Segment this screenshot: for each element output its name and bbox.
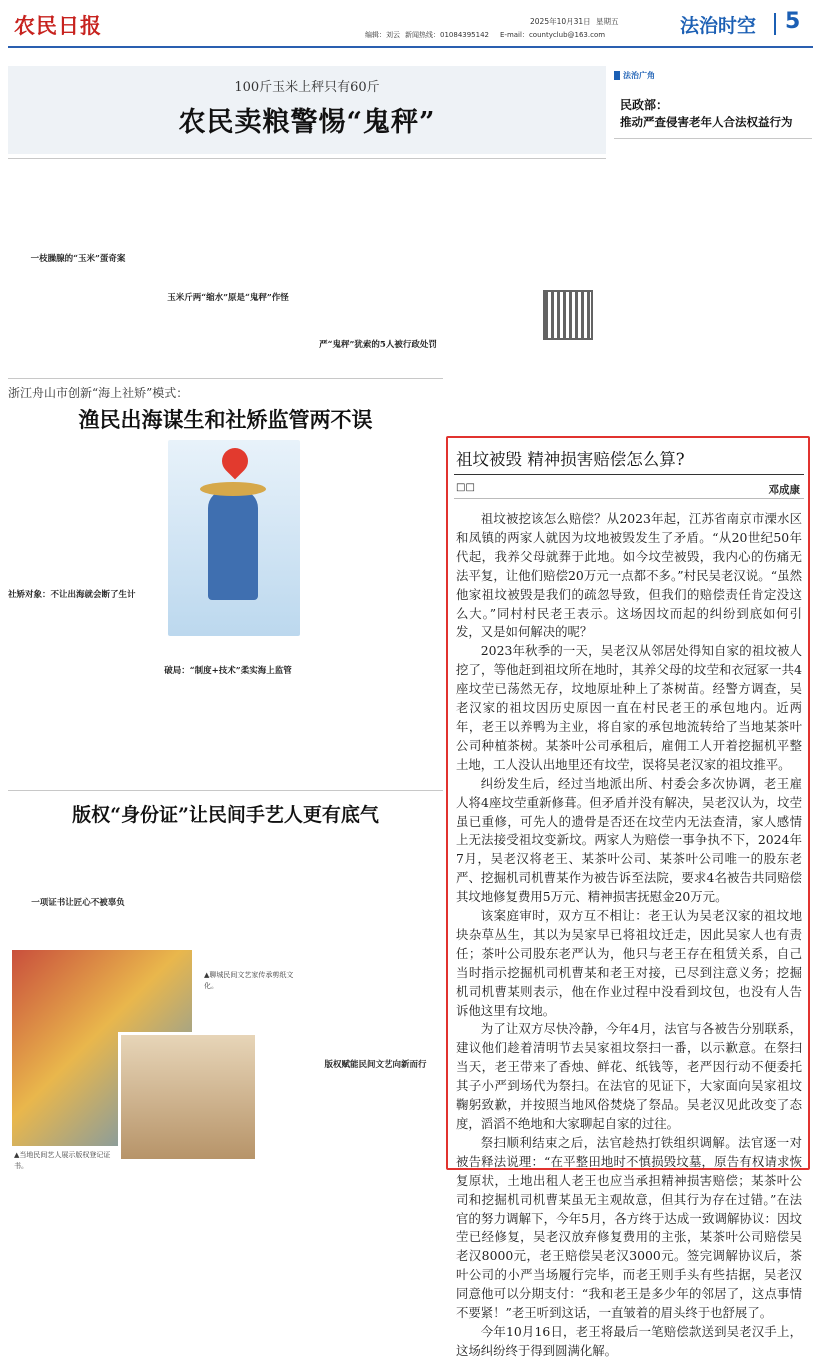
- header-email: E-mail：countyclub@163.com: [500, 31, 606, 39]
- top-story-title: 农民卖粮警惕“鬼秤”: [178, 107, 436, 138]
- top-story-subhead-1: 一枝臊腺的“玉米”蛋奇案: [30, 254, 126, 264]
- copyright-subhead-2: 版权赋能民间文艺向新而行: [324, 1060, 427, 1070]
- side-tag-marker: [614, 71, 620, 80]
- top-story-col-2: [158, 166, 298, 366]
- fisherman-hat: [200, 482, 266, 496]
- top-story-col-3: [308, 166, 448, 366]
- header-rule: [8, 46, 813, 48]
- top-story-kicker: 100斤玉米上秤只有60斤: [234, 80, 380, 95]
- side-rule: [614, 138, 812, 139]
- top-story-subhead-2: 玉米斤两“缩水”原是“鬼秤”作怪: [167, 293, 289, 303]
- copyright-title: 版权“身份证”让民间手艺人更有底气: [72, 804, 379, 826]
- certificate-photo: [118, 1032, 258, 1162]
- header-editor: 编辑：刘云: [365, 31, 400, 39]
- feature-paragraph-4: 该案庭审时，双方互不相让：老王认为吴老汉家的祖坟地块杂草丛生，其以为吴家早已将祖坟迁走，因此吴家人也有责任；茶叶公司股东老严认为，他只与老王存在租赁关系，自己当时指示挖掘机司机曹某和老王对接，已尽到注意义务；挖掘机司机曹某则表示，他在作业过程中没看到坟包，也没有人告诉他这里有坟地。: [456, 908, 802, 1018]
- side-subtitle: 推动严查侵害老年人合法权益行为: [620, 115, 793, 129]
- feature-title: 祖坟被毁 精神损害赔偿怎么算?: [456, 450, 685, 469]
- side-title: 民政部：: [620, 98, 669, 112]
- page-number: 5: [785, 9, 801, 34]
- feature-paragraph-5: 为了让双方尽快冷静，今年4月，法官与各被告分别联系，建议他们趁着清明节去吴家祖坟祭扫一番，以示歉意。在祭扫当天，老王带来了香烛、鲜花、纸钱等，老严因行动不便委托其子小严到场代为祭扫。在法官的见证下，大家面向吴家祖坟鞠躬致歉，并按照当地风俗焚烧了祭品。吴老汉见此改变了态度，滔滔不绝地和大家聊起自家的过往。: [456, 1021, 802, 1131]
- header-hotline: 新闻热线：01084395142: [405, 31, 489, 39]
- feature-paragraph-2: 2023年秋季的一天，吴老汉从邻居处得知自家的祖坟被人挖了，等他赶到祖坟所在地时，其养父母的坟茔和衣冠冢一共4座坟茔已荡然无存，坟地原址种上了茶树苗。经警方调查，吴老汉家的祖坟因历史原因一直在村民老王的承包地内。近两年，老王以养鸭为主业，将自家的承包地流转给了当地某茶叶公司种植茶树。某茶叶公司承租后，雇佣工人开着挖掘机平整土地，工人没认出地里还有坟茔，误将吴老汉家的祖坟推平。: [456, 643, 802, 772]
- section-title: 法治时空: [680, 15, 757, 37]
- certificate-caption: ▲当地民间艺人展示版权登记证书。: [14, 1151, 111, 1170]
- feature-byline-label: □□: [456, 482, 475, 493]
- fisherman-figure: [208, 490, 258, 600]
- qr-code: [543, 290, 593, 340]
- top-story: [8, 66, 606, 370]
- zhoushan-title: 渔民出海谋生和社矫监管两不误: [78, 407, 373, 432]
- zhoushan-illustration: [168, 440, 300, 636]
- kite-caption: ▲聊城民间文艺家传承剪纸文化。: [204, 971, 294, 990]
- feature-paragraph-6: 祭扫顺利结束之后，法官趁热打铁组织调解。法官逐一对被告释法说理：“在平整田地时不慎损毁坟墓，原告有权请求恢复原状，土地出租人老王也应当承担精神损害赔偿；某茶叶公司和挖掘机司机曹某虽无主观故意，但其行为存在过错。”在法官的努力调解下，今年5月，各方终于达成一致调解协议：因坟茔已经修复，吴老汉放弃修复费用的主张，某茶叶公司赔偿吴老汉8000元，老王赔偿吴老汉3000元。签完调解协议后，茶叶公司的小严当场履行完毕，而老王则手头有些拮据，吴老汉同意他可以分期支付：“我和老王是多少年的邻居了，这点事情不要紧！”老王听到这话，一直皱着的眉头终于也舒展了。: [456, 1134, 802, 1321]
- top-story-subhead-3: 严“鬼秤”犹索的5人被行政处罚: [319, 340, 437, 350]
- zhoushan-kicker: 浙江舟山市创新“海上社矫”模式：: [8, 386, 189, 400]
- feature-article: [446, 436, 810, 1358]
- newspaper-header: [0, 0, 819, 48]
- zhoushan-subhead-2: 破局：“制度+技术”柔实海上监管: [164, 666, 292, 676]
- masthead-logo: 农民日报: [14, 13, 102, 38]
- header-weekday: 星期五: [596, 17, 619, 26]
- feature-paragraph-7: 今年10月16日，老王将最后一笔赔偿款送到吴老汉手上，这场纠纷终于得到圆满化解。: [456, 1323, 802, 1358]
- feature-paragraph-1: 祖坟被挖该怎么赔偿？从2023年起，江苏省南京市溧水区和凤镇的两家人就因为坟地被毁发生了矛盾。“从20世纪50年代起，我养父母就葬于此地。如今坟茔被毁，我内心的伤痛无法平复，让他们赔偿20万元一点都不多。”村民吴老汉说。“虽然他家祖坟被毁是我们的疏忽导致，但我们的赔偿责任肯定没这么大。”同村村民老王表示。这场因坟而起的纠纷到底如何引发，又是如何解决的呢？: [456, 511, 802, 640]
- header-date: 2025年10月31日: [530, 17, 591, 26]
- zhoushan-top-rule: [8, 378, 443, 379]
- feature-paragraph-3: 纠纷发生后，经过当地派出所、村委会多次协调，老王雇人将4座坟茔重新修葺。但矛盾并没有解决，吴老汉认为，坟茔虽已重修，可先人的遗骨是否还在坟茔内无法查清，家人感情上无法接受祖坟变新坟。两家人为赔偿一事争执不下，2024年7月，吴老汉将老王、某茶叶公司、某茶叶公司唯一的股东老严、挖掘机司机曹某作为被告诉至法院，要求4名被告共同赔偿其坟地修复费用5万元、精神损害抚慰金20万元。: [456, 775, 802, 905]
- copyright-subhead-1: 一项证书让匠心不被辜负: [31, 898, 125, 908]
- top-story-col-1: [8, 166, 148, 366]
- header-divider: [774, 13, 776, 35]
- location-pin-icon: [217, 443, 254, 480]
- zhoushan-subhead-1: 社矫对象：不让出海就会断了生计: [8, 590, 136, 600]
- copyright-top-rule: [8, 790, 443, 791]
- zhoushan-story: [8, 378, 443, 753]
- feature-body: [456, 510, 802, 1358]
- copyright-story: [8, 790, 443, 1170]
- side-tag: 法治广角: [623, 71, 655, 80]
- feature-title-rule: [454, 474, 804, 475]
- top-story-rule: [8, 158, 606, 159]
- feature-author: 邓成康: [768, 484, 800, 496]
- feature-byline-rule: [454, 498, 804, 499]
- side-column: [614, 66, 812, 436]
